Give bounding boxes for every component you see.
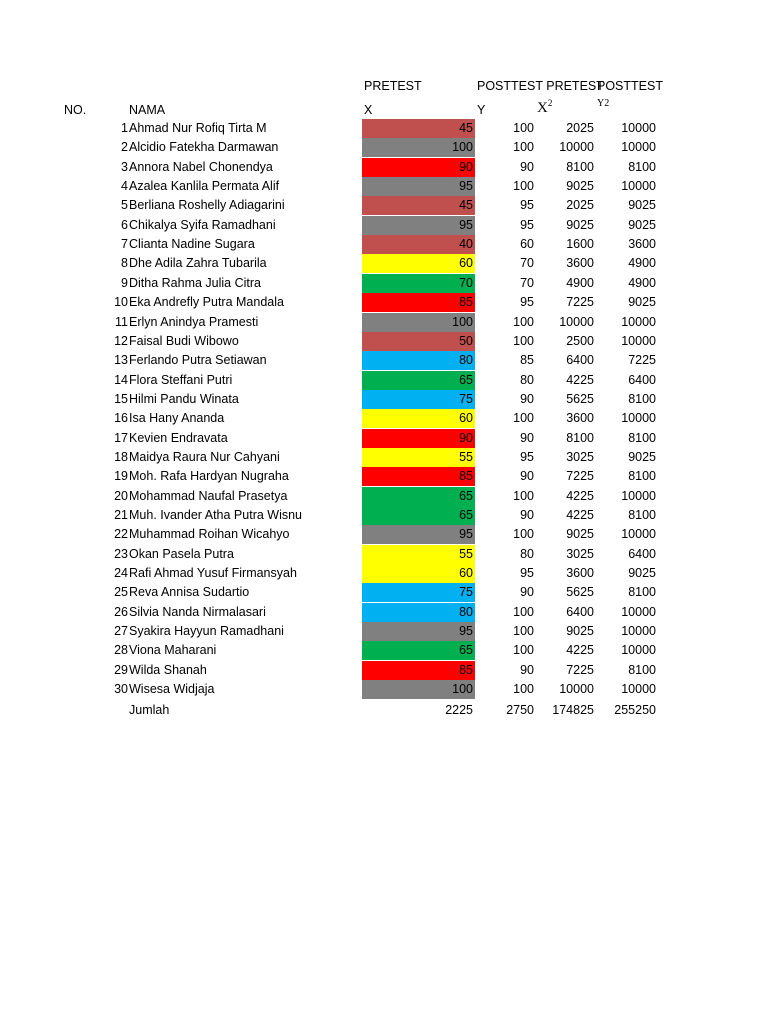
posttest-squared: 10000: [621, 682, 656, 697]
posttest-squared: 10000: [621, 314, 656, 329]
posttest-score: 100: [513, 643, 534, 658]
pretest-squared: 3025: [566, 546, 594, 561]
posttest-squared: 8100: [628, 159, 656, 174]
header-posttest: POSTTEST: [597, 79, 663, 93]
student-name: Moh. Rafa Hardyan Nugraha: [129, 469, 289, 484]
pretest-squared: 3600: [566, 256, 594, 271]
total-label: Jumlah: [129, 703, 170, 717]
header-x: X: [364, 103, 373, 117]
row-number: 23: [114, 546, 128, 561]
pretest-score: 60: [362, 254, 475, 273]
posttest-score: 100: [513, 624, 534, 639]
posttest-squared: 9025: [628, 217, 656, 232]
row-number: 17: [114, 430, 128, 445]
pretest-squared: 10000: [559, 140, 594, 155]
pretest-score: 60: [362, 409, 475, 428]
posttest-score: 100: [513, 314, 534, 329]
posttest-score: 100: [513, 333, 534, 348]
posttest-score: 95: [520, 295, 534, 310]
student-name: Viona Maharani: [129, 643, 217, 658]
posttest-score: 90: [520, 508, 534, 522]
posttest-squared: 9025: [628, 198, 656, 213]
row-number: 27: [114, 624, 128, 639]
posttest-score: 100: [513, 411, 534, 426]
pretest-score: 80: [362, 351, 475, 370]
posttest-squared: 9025: [628, 449, 656, 464]
posttest-squared: 4900: [628, 256, 656, 271]
posttest-score: 100: [513, 604, 534, 619]
pretest-squared: 10000: [559, 314, 594, 329]
pretest-squared: 9025: [566, 527, 594, 542]
posttest-score: 95: [520, 217, 534, 232]
row-number: 18: [114, 449, 128, 464]
posttest-score: 95: [520, 449, 534, 464]
row-number: 6: [121, 217, 128, 232]
student-name: Annora Nabel Chonendya: [129, 159, 273, 174]
student-name: Okan Pasela Putra: [129, 546, 234, 561]
posttest-score: 100: [513, 140, 534, 155]
posttest-score: 90: [520, 662, 534, 677]
row-number: 22: [114, 527, 128, 542]
student-name: Clianta Nadine Sugara: [129, 237, 255, 252]
posttest-squared: 4900: [628, 275, 656, 290]
pretest-squared: 4225: [566, 372, 594, 387]
student-name: Wisesa Widjaja: [129, 682, 215, 697]
pretest-squared: 4225: [566, 508, 594, 522]
student-name: Maidya Raura Nur Cahyani: [129, 449, 280, 464]
student-name: Silvia Nanda Nirmalasari: [129, 604, 266, 619]
pretest-squared: 7225: [566, 662, 594, 677]
student-name: Flora Steffani Putri: [129, 372, 233, 387]
row-number: 16: [114, 411, 128, 426]
posttest-squared: 10000: [621, 333, 656, 348]
row-number: 20: [114, 488, 128, 503]
row-number: 13: [114, 353, 128, 368]
posttest-score: 90: [520, 391, 534, 406]
posttest-squared: 6400: [628, 546, 656, 561]
pretest-score: 85: [362, 661, 475, 680]
pretest-squared: 3600: [566, 566, 594, 581]
student-name: Chikalya Syifa Ramadhani: [129, 217, 276, 232]
row-number: 19: [114, 469, 128, 484]
posttest-squared: 8100: [628, 469, 656, 484]
pretest-score: 100: [362, 680, 475, 699]
pretest-squared: 8100: [566, 159, 594, 174]
row-number: 4: [121, 179, 128, 194]
pretest-score: 65: [362, 487, 475, 506]
posttest-squared: 10000: [621, 411, 656, 426]
posttest-score: 100: [513, 121, 534, 135]
total-x: 2225: [445, 703, 473, 717]
pretest-squared: 7225: [566, 295, 594, 310]
student-name: Muhammad Roihan Wicahyo: [129, 527, 290, 542]
pretest-score: 100: [362, 138, 475, 157]
posttest-score: 85: [520, 353, 534, 368]
posttest-squared: 7225: [628, 353, 656, 368]
posttest-squared: 10000: [621, 488, 656, 503]
pretest-score: 70: [362, 274, 475, 293]
student-name: Ferlando Putra Setiawan: [129, 353, 267, 368]
row-number: 3: [121, 159, 128, 174]
pretest-squared: 8100: [566, 430, 594, 445]
total-y: 2750: [506, 703, 534, 717]
pretest-squared: 9025: [566, 179, 594, 194]
row-number: 10: [114, 295, 128, 310]
pretest-squared: 2025: [566, 121, 594, 135]
pretest-squared: 4225: [566, 643, 594, 658]
pretest-squared: 5625: [566, 391, 594, 406]
student-name: Reva Annisa Sudartio: [129, 585, 250, 600]
pretest-squared: 9025: [566, 624, 594, 639]
student-name: Wilda Shanah: [129, 662, 207, 677]
posttest-score: 95: [520, 566, 534, 581]
student-name: Kevien Endravata: [129, 430, 228, 445]
row-number: 9: [121, 275, 128, 290]
student-name: Mohammad Naufal Prasetya: [129, 488, 288, 503]
posttest-squared: 10000: [621, 643, 656, 658]
pretest-squared: 6400: [566, 353, 594, 368]
student-name: Isa Hany Ananda: [129, 411, 225, 426]
posttest-score: 80: [520, 372, 534, 387]
pretest-score: 55: [362, 448, 475, 467]
student-name: Muh. Ivander Atha Putra Wisnu: [129, 508, 303, 522]
pretest-score: 80: [362, 603, 475, 622]
posttest-score: 70: [520, 275, 534, 290]
pretest-score: 60: [362, 564, 475, 583]
pretest-squared: 9025: [566, 217, 594, 232]
posttest-score: 90: [520, 585, 534, 600]
pretest-score: 75: [362, 583, 475, 602]
pretest-score: 50: [362, 332, 475, 351]
posttest-score: 100: [513, 488, 534, 503]
row-number: 14: [114, 372, 128, 387]
posttest-squared: 10000: [621, 140, 656, 155]
posttest-score: 100: [513, 179, 534, 194]
posttest-squared: 8100: [628, 585, 656, 600]
pretest-score: 85: [362, 467, 475, 486]
student-name: Rafi Ahmad Yusuf Firmansyah: [129, 566, 297, 581]
pretest-score: 95: [362, 622, 475, 641]
posttest-score: 95: [520, 198, 534, 213]
posttest-squared: 6400: [628, 372, 656, 387]
row-number: 29: [114, 662, 128, 677]
posttest-squared: 10000: [621, 604, 656, 619]
header-posttest-pretest: POSTTEST PRETEST: [477, 79, 604, 93]
pretest-score: 100: [362, 313, 475, 332]
pretest-score: 95: [362, 525, 475, 544]
pretest-squared: 4900: [566, 275, 594, 290]
student-name: Alcidio Fatekha Darmawan: [129, 140, 279, 155]
student-name: Faisal Budi Wibowo: [129, 333, 239, 348]
pretest-squared: 10000: [559, 682, 594, 697]
posttest-score: 90: [520, 159, 534, 174]
header-x-squared: [537, 100, 552, 116]
posttest-score: 100: [513, 682, 534, 697]
pretest-score: 65: [362, 371, 475, 390]
pretest-score: 90: [362, 429, 475, 448]
pretest-score: 45: [362, 196, 475, 215]
row-number: 8: [121, 256, 128, 271]
posttest-squared: 8100: [628, 430, 656, 445]
student-name: Erlyn Anindya Pramesti: [129, 314, 259, 329]
posttest-squared: 10000: [621, 121, 656, 135]
pretest-squared: 2025: [566, 198, 594, 213]
pretest-squared: 1600: [566, 237, 594, 252]
row-number: 11: [115, 314, 128, 329]
posttest-squared: 9025: [628, 295, 656, 310]
student-name: Azalea Kanlila Permata Alif: [129, 179, 280, 194]
pretest-score: 95: [362, 216, 475, 235]
posttest-squared: 10000: [621, 179, 656, 194]
posttest-score: 70: [520, 256, 534, 271]
header-pretest: PRETEST: [364, 79, 422, 93]
pretest-score: 65: [362, 641, 475, 660]
posttest-score: 80: [520, 546, 534, 561]
pretest-score: 75: [362, 390, 475, 409]
row-number: 30: [114, 682, 128, 697]
header-no: NO.: [64, 103, 87, 117]
header-nama: NAMA: [129, 103, 166, 117]
pretest-squared: 6400: [566, 604, 594, 619]
row-number: 12: [114, 333, 128, 348]
row-number: 1: [121, 121, 128, 135]
row-number: 5: [121, 198, 128, 213]
row-number: 7: [121, 237, 128, 252]
student-name: Ahmad Nur Rofiq Tirta M: [129, 121, 267, 135]
header-y: Y: [477, 103, 486, 117]
student-name: Ditha Rahma Julia Citra: [129, 275, 261, 290]
posttest-score: 100: [513, 527, 534, 542]
posttest-squared: 9025: [628, 566, 656, 581]
student-name: Dhe Adila Zahra Tubarila: [129, 256, 267, 271]
posttest-squared: 8100: [628, 508, 656, 522]
row-number: 28: [114, 643, 128, 658]
pretest-squared: 5625: [566, 585, 594, 600]
pretest-squared: 3600: [566, 411, 594, 426]
posttest-score: 60: [520, 237, 534, 252]
header-x2-exponent: 2: [547, 98, 553, 108]
student-name: Hilmi Pandu Winata: [129, 391, 239, 406]
posttest-score: 90: [520, 469, 534, 484]
row-number: 24: [114, 566, 128, 581]
student-name: Syakira Hayyun Ramadhani: [129, 624, 284, 639]
row-number: 25: [114, 585, 128, 600]
pretest-squared: 2500: [566, 333, 594, 348]
student-name: Berliana Roshelly Adiagarini: [129, 198, 285, 213]
posttest-squared: 8100: [628, 391, 656, 406]
header-y-squared: Y2: [597, 98, 610, 109]
row-number: 2: [121, 140, 128, 155]
pretest-score: 40: [362, 235, 475, 254]
posttest-score: 90: [520, 430, 534, 445]
pretest-squared: 4225: [566, 488, 594, 503]
header-x2-base: X: [537, 100, 548, 116]
pretest-score: 45: [362, 119, 475, 138]
row-number: 26: [114, 604, 128, 619]
pretest-squared: 7225: [566, 469, 594, 484]
student-name: Eka Andrefly Putra Mandala: [129, 295, 284, 310]
total-x2: 174825: [552, 703, 594, 717]
pretest-score: 55: [362, 545, 475, 564]
row-number: 21: [114, 508, 128, 522]
posttest-squared: 10000: [621, 624, 656, 639]
posttest-squared: 3600: [628, 237, 656, 252]
posttest-squared: 8100: [628, 662, 656, 677]
total-y2: 255250: [614, 703, 656, 717]
pretest-score: 85: [362, 293, 475, 312]
posttest-squared: 10000: [621, 527, 656, 542]
pretest-score: 95: [362, 177, 475, 196]
pretest-score: 65: [362, 506, 475, 525]
pretest-squared: 3025: [566, 449, 594, 464]
row-number: 15: [114, 391, 128, 406]
pretest-score: 90: [362, 158, 475, 177]
